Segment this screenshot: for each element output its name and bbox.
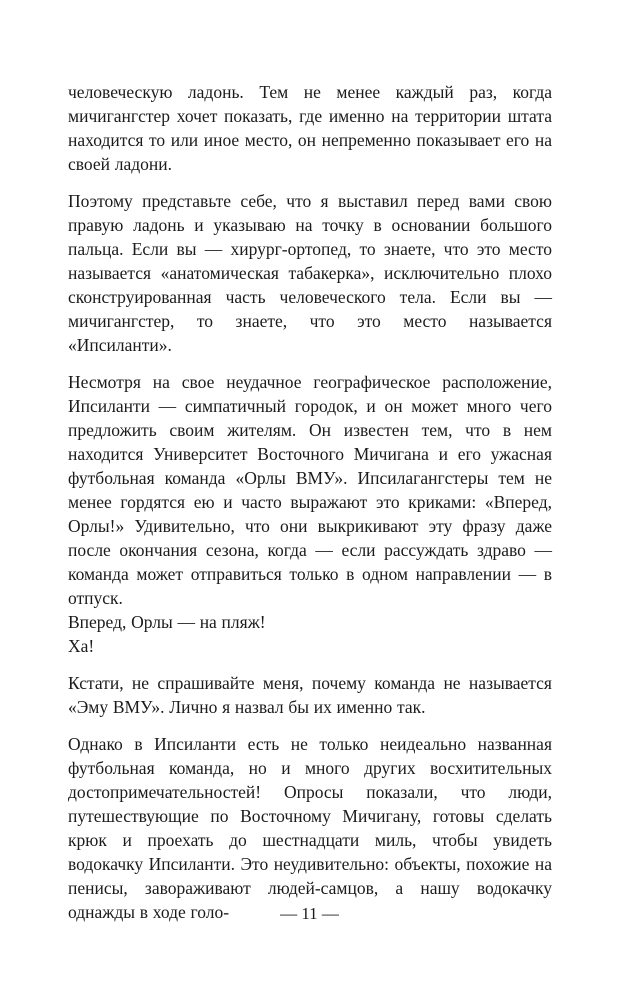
paragraph-2: Поэтому представьте себе, что я выставил перед вами свою правую ладонь и указываю на точку в основании большого пальца. Если вы — хирург-ортопед, то знаете, что это место называется «анатомическая табакерка», исключительно плохо сконструированная часть человеческого тела. Если вы — мичигангстер, то знаете, что это место называется «Ипсиланти». xyxy=(68,191,552,355)
exclamation-line-1: Вперед, Орлы — на пляж! xyxy=(68,612,266,632)
exclamation-line-2: Ха! xyxy=(68,636,95,656)
paragraph-1: человеческую ладонь. Тем не менее каждый раз, когда мичигангстер хочет показать, где именно на территории штата находится то или иное место, он непременно показывает его на своей ладони. xyxy=(68,82,552,174)
paragraph-4: Кстати, не спрашивайте меня, почему команда не называется «Эму ВМУ». Лично я назвал бы их именно так. xyxy=(68,673,552,717)
paragraph-5: Однако в Ипсиланти есть не только неидеально названная футбольная команда, но и много других восхитительных достопримечательностей! Опросы показали, что люди, путешествующие по Восточному Мичигану, готовы сделать крюк и проехать до шестнадцати миль, чтобы увидеть водокачку Ипсиланти. Это неудивительно: объекты, похожие на пенисы, завораживают людей-самцов, а нашу водокачку однажды в ходе голо- xyxy=(68,734,552,922)
paragraph-3: Несмотря на свое неудачное географическое расположение, Ипсиланти — симпатичный городок, и он может много чего предложить своим жителям. Он известен тем, что в нем находится Университет Восточного Мичигана и его ужасная футбольная команда «Орлы ВМУ». Ипсилагангстеры тем не менее гордятся ею и часто выражают это криками: «Вперед, Орлы!» Удивительно, что они выкрикивают эту фразу даже после окончания сезона, когда — если рассуждать здраво — команда может отправиться только в одном направлении — в отпуск. xyxy=(68,372,552,608)
page-number: — 11 — xyxy=(280,904,339,923)
page-text xyxy=(68,80,552,924)
